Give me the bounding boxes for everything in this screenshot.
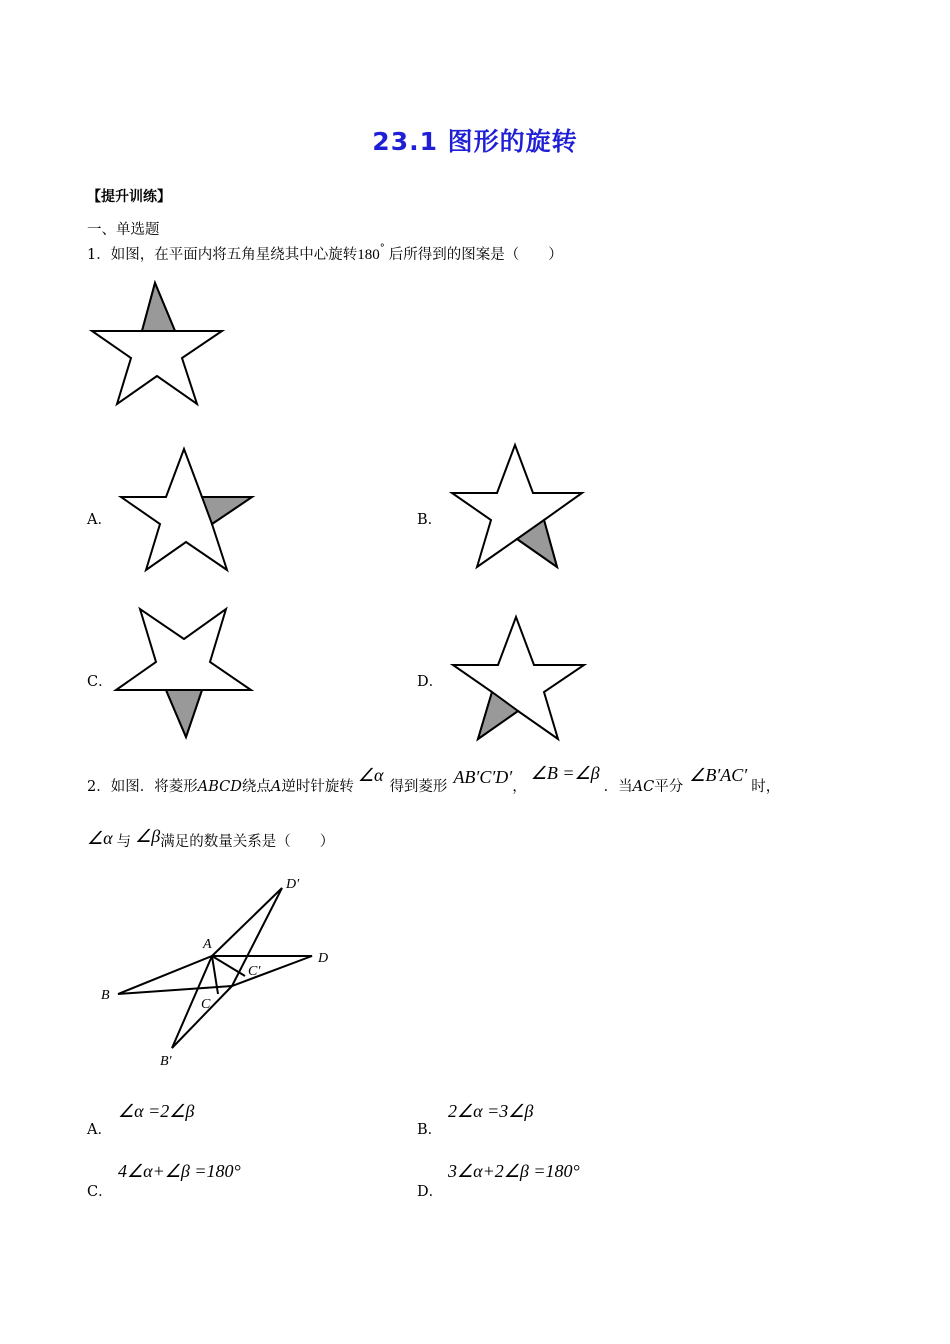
q2-option-a-label[interactable]: A． xyxy=(87,1122,112,1138)
q2-option-b-expr[interactable]: 2∠α =3∠β xyxy=(448,1101,534,1121)
q1-option-a-label[interactable]: A． xyxy=(87,512,112,528)
q2-angle-alpha: ∠α xyxy=(357,765,384,785)
q1-option-c-label[interactable]: C． xyxy=(87,674,113,690)
q2-rhombus-2: AB′C′D′ xyxy=(453,767,513,787)
page-title: 23.1 图形的旋转 xyxy=(372,127,578,156)
q2-option-d-expr[interactable]: 3∠α+2∠β =180° xyxy=(448,1161,580,1181)
part-heading: 一、单选题 xyxy=(87,222,160,238)
q2-text-7: 时， xyxy=(751,779,781,795)
fig-label-b: B xyxy=(101,988,110,1003)
question-2-number: 2． xyxy=(87,779,111,795)
fig-label-d: D xyxy=(318,951,329,966)
q2-angle-b: ∠B =∠β xyxy=(530,763,600,783)
fig-label-d-prime: D′ xyxy=(286,877,300,892)
q2-comma: ， xyxy=(512,779,527,795)
q2-text-5: ．当 xyxy=(603,779,633,795)
q2-line2-rest: 满足的数量关系是（ ） xyxy=(160,834,335,850)
question-1-text-after: 后所得到的图案是（ ） xyxy=(388,247,563,263)
fig-label-c: C xyxy=(201,997,211,1012)
q2-point-a: A xyxy=(270,779,282,795)
question-1-text: 如图，在平面内将五角星绕其中心旋转 xyxy=(110,247,358,263)
q2-option-b-label[interactable]: B． xyxy=(417,1122,443,1138)
q2-angle-bac: ∠B′AC′ xyxy=(689,765,748,785)
question-1-number: 1． xyxy=(87,247,111,263)
question-1-angle: 180 xyxy=(357,247,380,263)
q2-abcd: ABCD xyxy=(197,779,242,795)
q2-text-2: 绕点 xyxy=(241,779,271,795)
fig-label-a: A xyxy=(203,937,212,952)
q1-option-d-label[interactable]: D． xyxy=(417,674,444,690)
q2-option-a-expr[interactable]: ∠α =2∠β xyxy=(118,1101,195,1121)
q2-line2-alpha: ∠α xyxy=(87,828,113,848)
q2-option-d-label[interactable]: D． xyxy=(417,1184,444,1200)
question-1-degree: ° xyxy=(379,243,385,254)
fig-label-c-prime: C′ xyxy=(248,964,261,979)
q2-text-4: 得到菱形 xyxy=(389,779,448,795)
q2-line2-and: 与 xyxy=(116,834,132,850)
q2-option-c-expr[interactable]: 4∠α+∠β =180° xyxy=(118,1161,241,1181)
q2-text-6: 平分 xyxy=(654,779,684,795)
q2-ac: AC xyxy=(632,779,655,795)
q2-text-3: 逆时针旋转 xyxy=(281,779,354,795)
q1-option-b-label[interactable]: B． xyxy=(417,512,443,528)
q2-line2-beta: ∠β xyxy=(135,826,161,846)
section-label: 【提升训练】 xyxy=(87,189,171,205)
fig-label-b-prime: B′ xyxy=(160,1054,172,1069)
q2-text-1: 如图．将菱形 xyxy=(110,779,198,795)
q2-option-c-label[interactable]: C． xyxy=(87,1184,113,1200)
